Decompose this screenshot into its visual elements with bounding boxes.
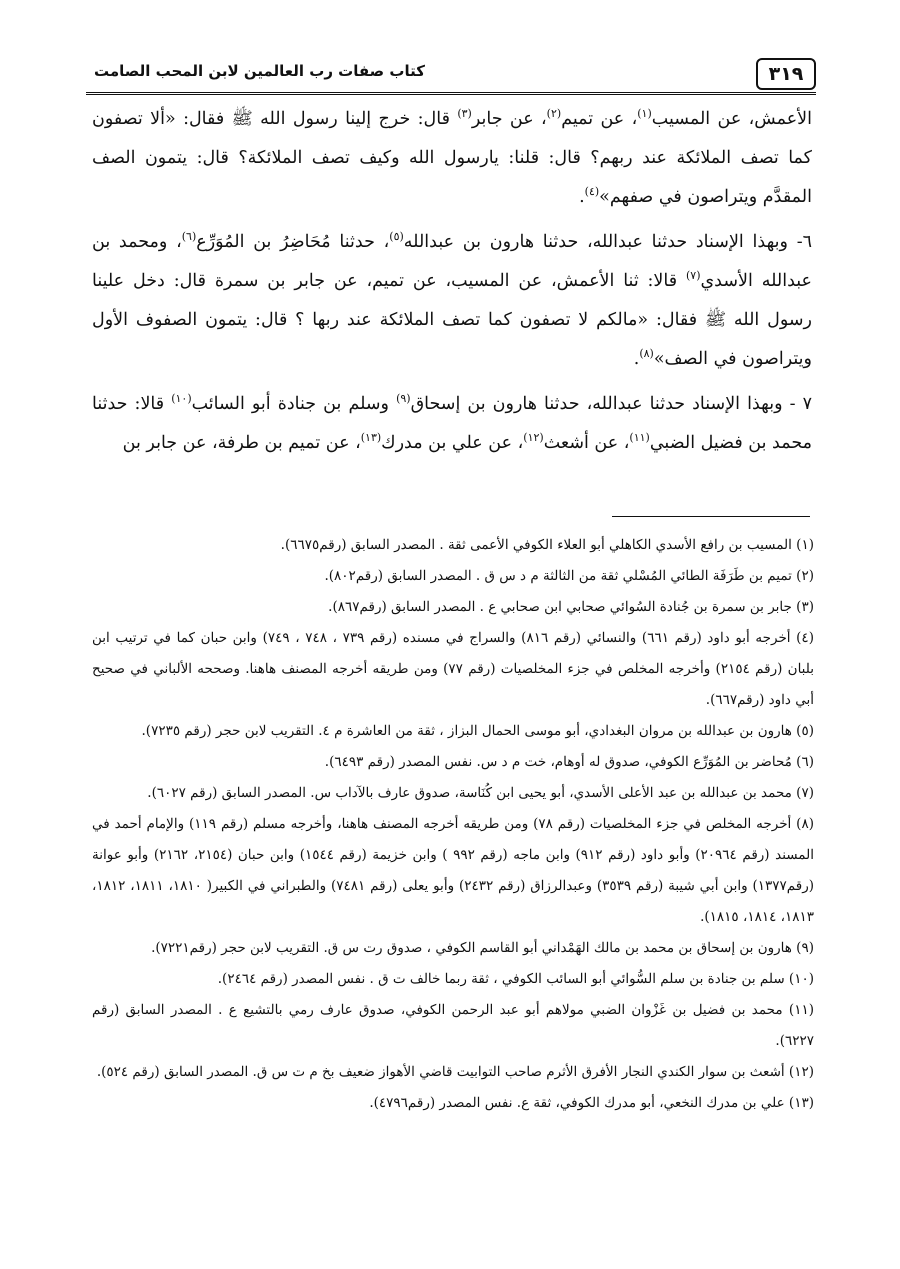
book-title: كتاب صفات رب العالمين لابن المحب الصامت bbox=[94, 62, 425, 80]
footnote-ref: (٤) bbox=[584, 185, 600, 199]
footnote-ref: (١٠) bbox=[171, 392, 192, 406]
text-segment: قال: خرج إلينا رسول الله ﷺ فقال: «ألا تصفون كما تصف الملائكة عند ربهم؟ قال: قلنا: يارسول الله وكيف تصف الملائكة؟ قال: يتمون الصف المقدَّم ويتراصون في صفهم» bbox=[92, 109, 812, 207]
footnote-4: (٤) أخرجه أبو داود (رقم ٦٦١) والنسائي (رقم ٨١٦) والسراج في مسنده (رقم ٧٣٩ ، ٧٤٨ ، ٧٤٩) وابن حبان كما في ترتيب ابن بلبان (رقم ٢١٥٤) وأخرجه المخلص في جزء المخلصيات (رقم ٧٧) ومن طريقه أخرجه المصنف هاهنا. وصححه الألباني في صحيح أبي داود (رقم٦٦٧). bbox=[92, 630, 814, 708]
footnote-ref: (١١) bbox=[629, 431, 650, 445]
footnote-11: (١١) محمد بن فضيل بن غَزْوان الضبي مولاهم أبو عبد الرحمن الكوفي، صدوق عارف رمي بالتشيع ع . المصدر السابق (رقم ٦٢٢٧). bbox=[92, 1002, 814, 1049]
text-segment: قالا: حدثنا محمد بن فضيل الضبي bbox=[92, 394, 812, 453]
text-segment: ، عن علي بن مدرك bbox=[381, 433, 524, 453]
footnote-separator bbox=[612, 516, 810, 517]
text-segment: . bbox=[579, 187, 585, 207]
footnote-13: (١٣) علي بن مدرك النخعي، أبو مدرك الكوفي، ثقة ع. نفس المصدر (رقم٤٧٩٦). bbox=[369, 1095, 814, 1111]
footnote-9: (٩) هارون بن إسحاق بن محمد بن مالك الهَمْداني أبو القاسم الكوفي ، صدوق رت س ق. التقريب لابن حجر (رقم٧٢٢١). bbox=[151, 940, 814, 956]
footnote-ref: (٨) bbox=[639, 347, 654, 361]
text-segment: ٦- وبهذا الإسناد حدثنا عبدالله، حدثنا هارون بن عبدالله bbox=[403, 232, 813, 252]
footnote-3: (٣) جابر بن سمرة بن جُنادة السُوائي صحابي ابن صحابي ع . المصدر السابق (رقم٨٦٧). bbox=[328, 599, 814, 615]
footnote-ref: (٩) bbox=[396, 392, 411, 406]
text-segment: ، عن تميم bbox=[561, 109, 638, 129]
text-segment: . bbox=[633, 349, 640, 369]
footnote-ref: (١) bbox=[637, 107, 652, 121]
footnote-2: (٢) تميم بن طَرَفَة الطائي المُسْلي ثقة من الثالثة م د س ق . المصدر السابق (رقم٨٠٢). bbox=[324, 568, 814, 584]
text-segment: قالا: ثنا الأعمش، عن المسيب، عن تميم، عن جابر بن سمرة قال: دخل علينا رسول الله ﷺ فقال: «مالكم لا تصفون كما تصف الملائكة عند ربها ؟ قال: يتمون الصفوف الأول ويتراصون في الصف» bbox=[92, 271, 812, 369]
footnote-ref: (١٣) bbox=[360, 431, 382, 445]
text-segment: ، عن تميم بن طرفة، عن جابر بن bbox=[122, 433, 361, 453]
paragraph-2 bbox=[92, 223, 812, 379]
page-header bbox=[86, 58, 816, 95]
footnote-ref: (٥) bbox=[389, 230, 404, 244]
main-text bbox=[92, 100, 812, 469]
footnote-ref: (١٢) bbox=[523, 431, 544, 445]
footnote-7: (٧) محمد بن عبدالله بن عبد الأعلى الأسدي، أبو يحيى ابن كُنَاسة، صدوق عارف بالآداب س. المصدر السابق (رقم ٦٠٢٧). bbox=[147, 785, 814, 801]
text-segment: ٧ - وبهذا الإسناد حدثنا عبدالله، حدثنا هارون بن إسحاق bbox=[410, 394, 813, 414]
footnote-1: (١) المسيب بن رافع الأسدي الكاهلي أبو العلاء الكوفي الأعمى ثقة . المصدر السابق (رقم٦٦٧٥). bbox=[280, 537, 814, 553]
footnote-8: (٨) أخرجه المخلص في جزء المخلصيات (رقم ٧٨) ومن طريقه أخرجه المصنف هاهنا، وأخرجه مسلم (رقم ١١٩) والإمام أحمد في المسند (رقم ٢٠٩٦٤) وأبو داود (رقم ٩١٢) وابن ماجه (رقم ٩٩٢ ) وابن خزيمة (رقم ١٥٤٤) وابن حبان (٢١٥٤، ٢١٦٢) وأبو عوانة (رقم١٣٧٧) وابن أبي شيبة (رقم ٣٥٣٩) وعبدالرزاق (رقم ٢٤٣٢) وأبو يعلى (رقم ٧٤٨١) والطبراني في الكبير( ١٨١٠، ١٨١١، ١٨١٢، ١٨١٣، ١٨١٤، ١٨١٥). bbox=[92, 816, 815, 925]
paragraph-1 bbox=[92, 100, 812, 217]
paragraph-3 bbox=[92, 385, 812, 463]
footnote-12: (١٢) أشعث بن سوار الكندي النجار الأفرق الأثرم صاحب التوابيت قاضي الأهواز ضعيف بخ م ت س ق. المصدر السابق (رقم ٥٢٤). bbox=[96, 1064, 814, 1080]
footnote-6: (٦) مُحاضر بن المُوَرِّع الكوفي، صدوق له أوهام، خت م د س. نفس المصدر (رقم ٦٤٩٣). bbox=[324, 754, 814, 770]
footnote-ref: (٢) bbox=[546, 107, 562, 121]
footnotes bbox=[92, 530, 814, 1119]
text-segment: ، حدثنا مُحَاضِرُ بن المُوَرِّع bbox=[196, 232, 390, 252]
footnote-ref: (٦) bbox=[181, 230, 197, 244]
text-segment: الأعمش، عن المسيب bbox=[651, 109, 813, 129]
text-segment: ، عن أشعث bbox=[543, 433, 630, 453]
text-segment: ، عن جابر bbox=[471, 109, 547, 129]
page-number: ٣١٩ bbox=[756, 58, 816, 90]
text-segment: ، ومحمد بن عبدالله الأسدي bbox=[92, 232, 812, 291]
footnote-ref: (٣) bbox=[457, 107, 472, 121]
footnote-10: (١٠) سلم بن جنادة بن سلم السُّوائي أبو السائب الكوفي ، ثقة ربما خالف ت ق . نفس المصدر (رقم ٢٤٦٤). bbox=[217, 971, 814, 987]
footnote-ref: (٧) bbox=[685, 269, 701, 283]
footnote-5: (٥) هارون بن عبدالله بن مروان البغدادي، أبو موسى الحمال البزاز ، ثقة من العاشرة م ٤. التقريب لابن حجر (رقم ٧٢٣٥). bbox=[141, 723, 814, 739]
text-segment: وسلم بن جنادة أبو السائب bbox=[191, 394, 397, 414]
